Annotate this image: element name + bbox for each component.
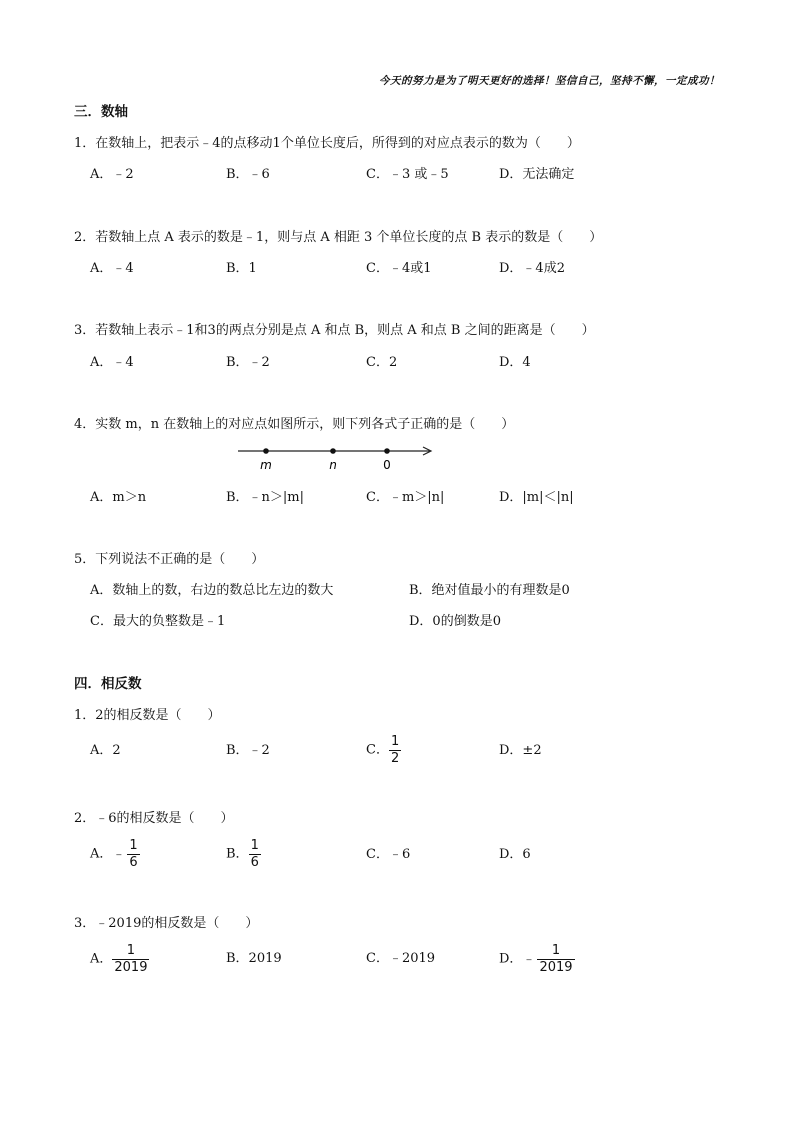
question-3-3-stem: 3．若数轴上表示﹣1和3的两点分别是点 A 和点 B，则点 A 和点 B 之间的距离是（ ） bbox=[74, 323, 595, 338]
question-4-2-option-c: C．﹣6 bbox=[366, 847, 411, 862]
question-4-1-option-a: A．2 bbox=[90, 743, 121, 758]
point-m bbox=[263, 448, 269, 454]
question-4-3-option-c: C．﹣2019 bbox=[366, 951, 436, 966]
question-3-1-option-b: B．﹣6 bbox=[226, 167, 270, 182]
question-3-2-option-c: C．﹣4或1 bbox=[366, 261, 432, 276]
question-3-4-stem: 4．实数 m，n 在数轴上的对应点如图所示，则下列各式子正确的是（ ） bbox=[74, 417, 515, 432]
fraction-denominator: 2019 bbox=[539, 959, 573, 975]
fraction-numerator: 1 bbox=[250, 838, 259, 853]
point-zero bbox=[384, 448, 390, 454]
question-4-3-stem: 3．﹣2019的相反数是（ ） bbox=[74, 916, 259, 931]
question-3-3-option-d: D．4 bbox=[499, 355, 531, 370]
option-label: A． bbox=[90, 951, 113, 967]
question-4-3-option-b: B．2019 bbox=[226, 951, 282, 966]
question-4-2-option-d: D．6 bbox=[499, 847, 531, 862]
question-3-5-stem: 5．下列说法不正确的是（ ） bbox=[74, 552, 265, 567]
question-4-2-option-a bbox=[90, 839, 140, 869]
question-3-2-stem: 2．若数轴上点 A 表示的数是﹣1，则与点 A 相距 3 个单位长度的点 B 表示的数是（ ） bbox=[74, 230, 603, 245]
label-n: n bbox=[329, 458, 337, 472]
question-3-1-option-c: C．﹣3 或﹣5 bbox=[366, 167, 449, 182]
minus-sign: ﹣ bbox=[112, 846, 126, 862]
fraction-numerator: 1 bbox=[390, 734, 400, 749]
fraction bbox=[249, 839, 261, 869]
question-3-3-option-b: B．﹣2 bbox=[226, 355, 270, 370]
question-3-1-option-a: A．﹣2 bbox=[90, 167, 134, 182]
question-3-4-option-a: A．m＞n bbox=[90, 490, 147, 505]
fraction bbox=[389, 735, 401, 765]
motto-header: 今天的努力是为了明天更好的选择！坚信自己，坚持不懈，一定成功！ bbox=[379, 75, 720, 87]
option-label: B． bbox=[226, 846, 249, 862]
option-label: D． bbox=[499, 951, 523, 967]
question-3-3-option-c: C．2 bbox=[366, 355, 398, 370]
question-3-4-option-c: C．﹣m＞|n| bbox=[366, 490, 445, 505]
question-4-1-stem: 1．2的相反数是（ ） bbox=[74, 708, 221, 723]
section-title-number-line: 三．数轴 bbox=[74, 104, 128, 120]
question-4-1-option-c bbox=[366, 735, 401, 765]
question-4-1-option-d: D．±2 bbox=[499, 743, 542, 758]
question-4-3-option-a bbox=[90, 944, 149, 974]
question-3-3-option-a: A．﹣4 bbox=[90, 355, 134, 370]
question-3-2-option-a: A．﹣4 bbox=[90, 261, 134, 276]
fraction bbox=[127, 839, 139, 869]
fraction-numerator: 1 bbox=[129, 838, 138, 853]
option-label: C． bbox=[366, 742, 389, 758]
number-line-figure bbox=[230, 441, 440, 475]
question-3-5-option-a: A．数轴上的数，右边的数总比左边的数大 bbox=[90, 583, 334, 598]
label-zero: 0 bbox=[383, 458, 391, 472]
fraction-denominator: 2 bbox=[390, 750, 400, 766]
question-4-2-option-b bbox=[226, 839, 261, 869]
fraction bbox=[112, 944, 149, 974]
question-4-1-option-b: B．﹣2 bbox=[226, 743, 270, 758]
fraction-denominator: 6 bbox=[250, 854, 259, 870]
question-3-5-option-d: D．0的倒数是0 bbox=[409, 614, 501, 629]
question-3-4-option-b: B．﹣n＞|m| bbox=[226, 490, 305, 505]
section-title-opposite-numbers: 四．相反数 bbox=[74, 676, 142, 692]
label-m: m bbox=[260, 458, 272, 472]
fraction-numerator: 1 bbox=[112, 944, 149, 960]
option-label: A． bbox=[90, 846, 113, 862]
question-3-1-stem: 1．在数轴上，把表示﹣4的点移动1个单位长度后，所得到的对应点表示的数为（ ） bbox=[74, 136, 580, 151]
question-3-5-option-c: C．最大的负整数是﹣1 bbox=[90, 614, 226, 629]
question-3-4-option-d: D．|m|＜|n| bbox=[499, 490, 574, 505]
question-3-5-option-b: B．绝对值最小的有理数是0 bbox=[409, 583, 570, 598]
fraction-denominator: 2019 bbox=[114, 959, 148, 975]
question-4-3-option-d bbox=[499, 944, 575, 974]
question-4-2-stem: 2．﹣6的相反数是（ ） bbox=[74, 811, 234, 826]
fraction bbox=[537, 944, 574, 974]
question-3-2-option-d: D．﹣4成2 bbox=[499, 261, 565, 276]
question-3-1-option-d: D．无法确定 bbox=[499, 167, 575, 182]
question-3-2-option-b: B．1 bbox=[226, 261, 257, 276]
fraction-numerator: 1 bbox=[537, 944, 574, 960]
fraction-denominator: 6 bbox=[129, 854, 138, 870]
point-n bbox=[330, 448, 336, 454]
minus-sign: ﹣ bbox=[522, 951, 536, 967]
